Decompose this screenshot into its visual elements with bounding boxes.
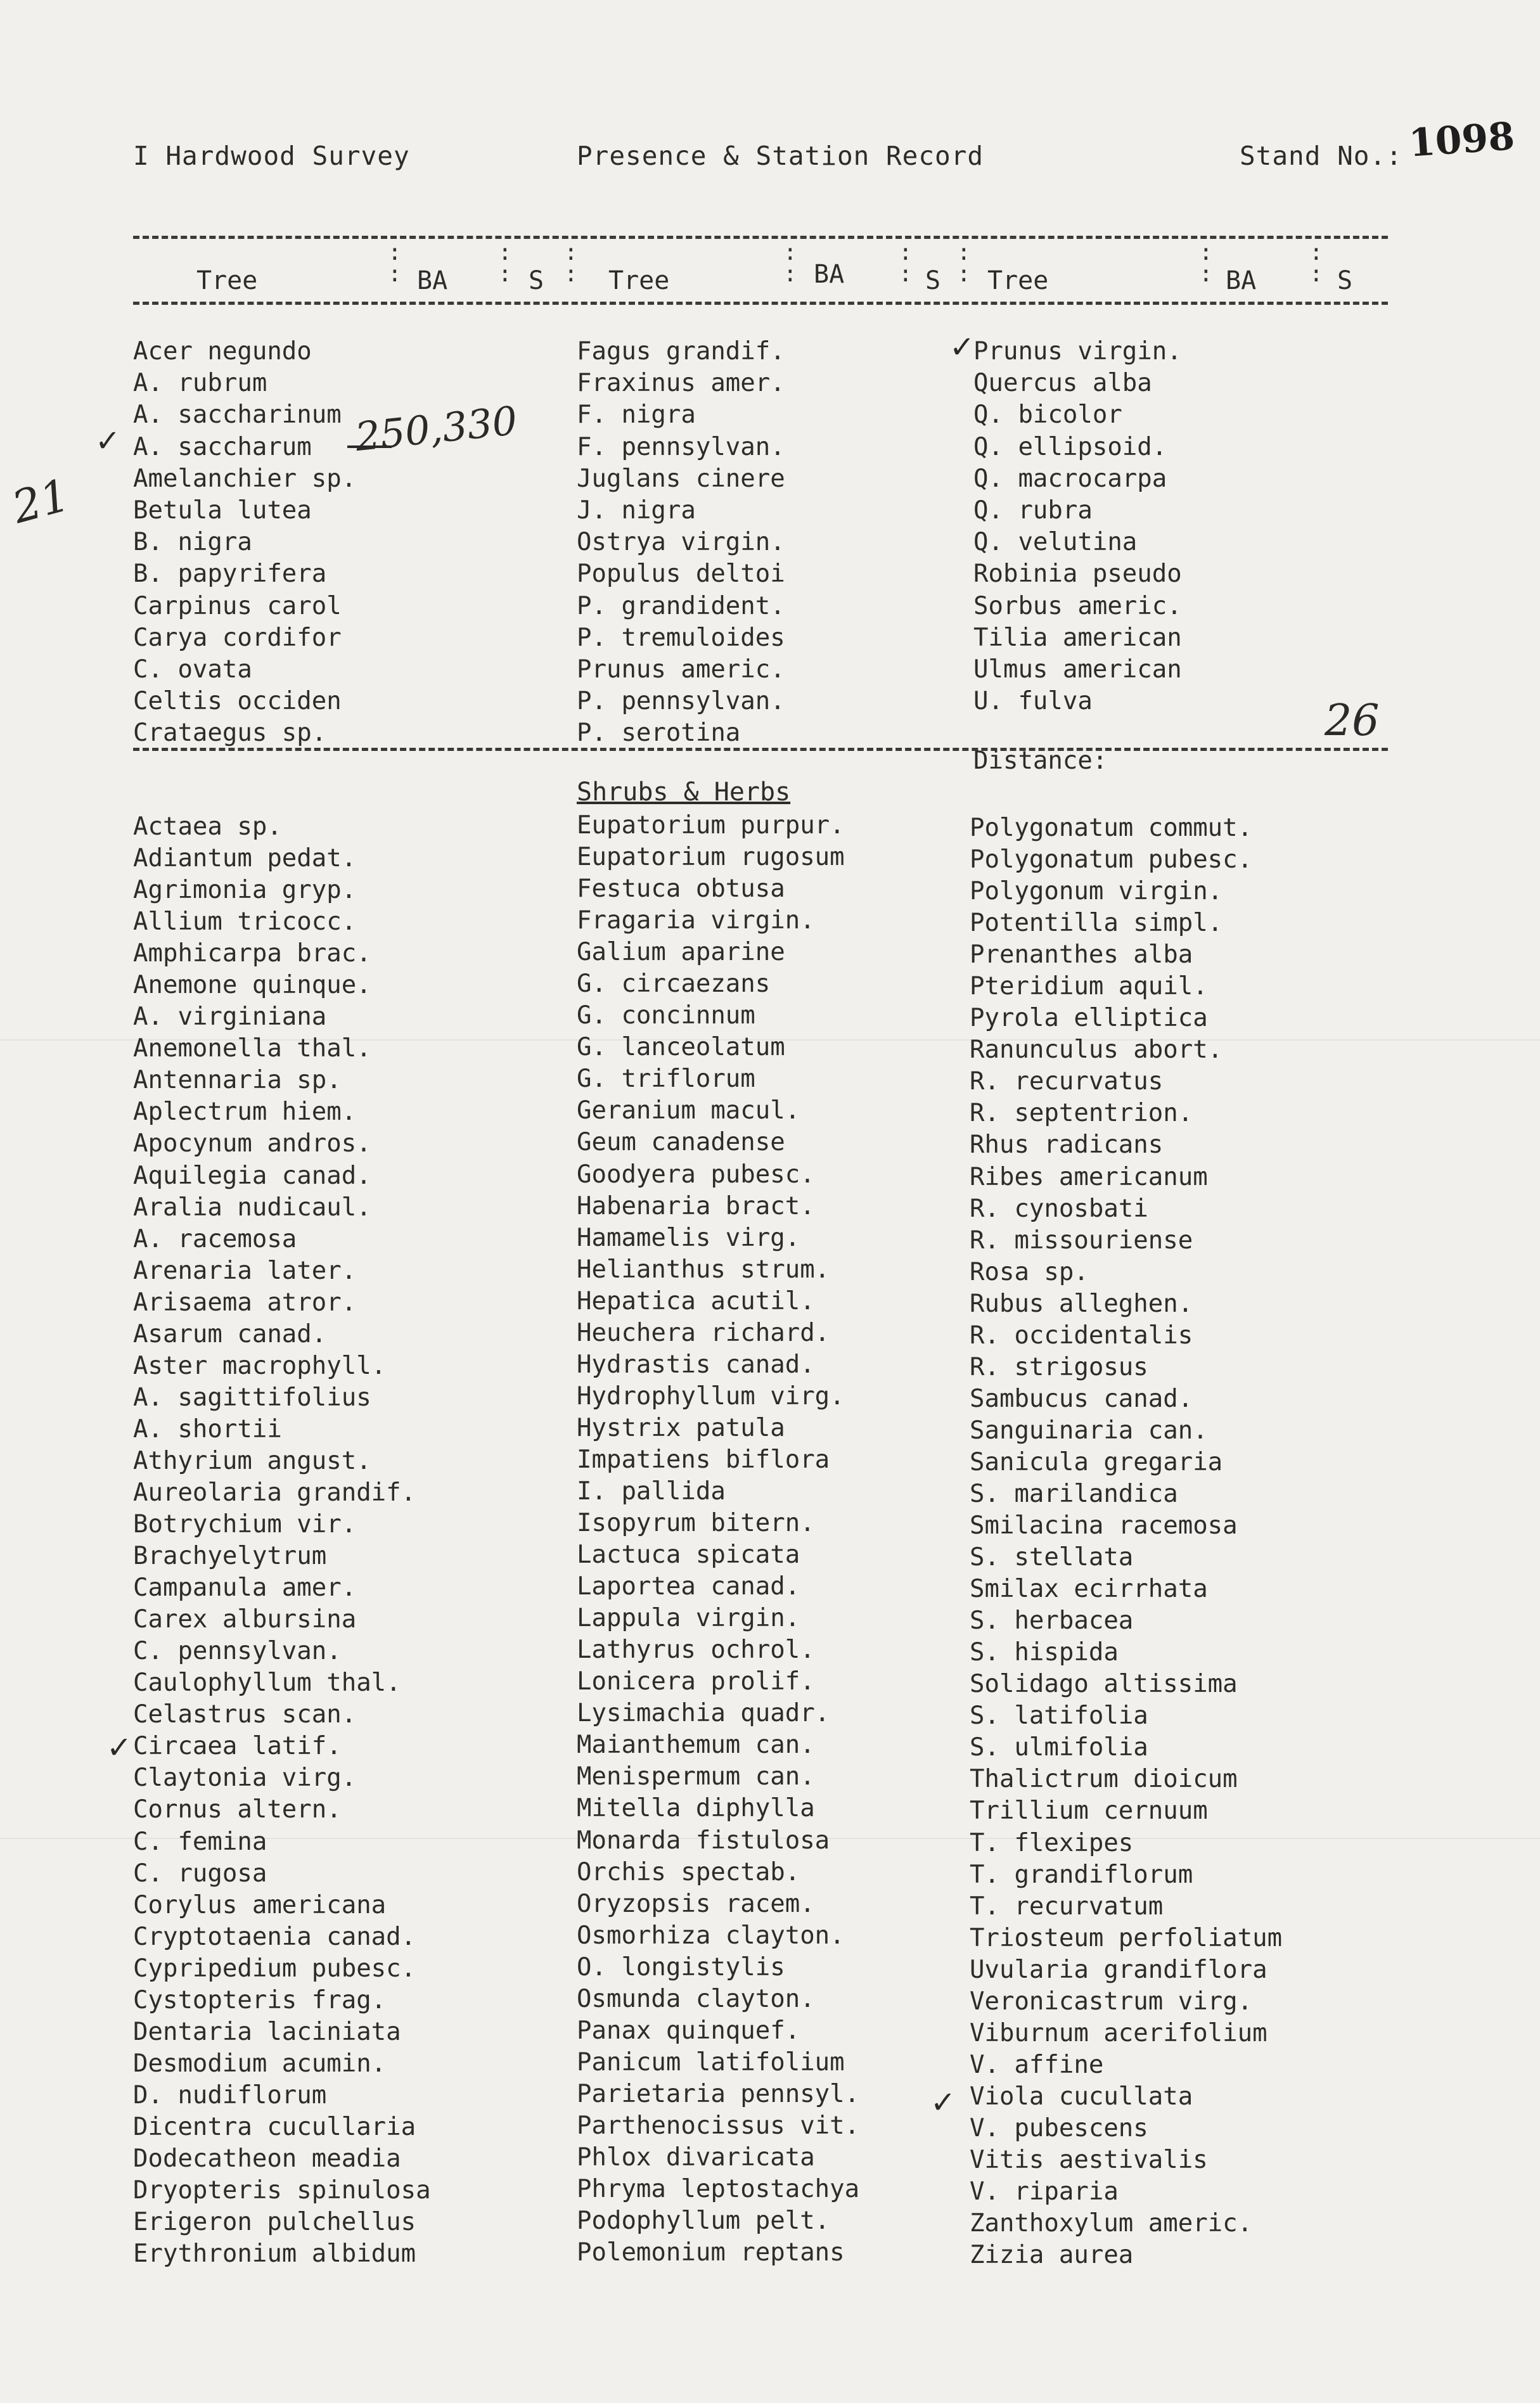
- species-entry: C. femina: [133, 1827, 267, 1856]
- species-entry: Q. bicolor: [973, 401, 1122, 430]
- species-entry: Fraxinus amer.: [577, 369, 785, 398]
- col-header-ba: BA: [1226, 266, 1257, 295]
- species-entry: Trillium cernuum: [970, 1797, 1208, 1826]
- species-entry: Laportea canad.: [577, 1572, 800, 1601]
- species-entry: S. herbacea: [970, 1606, 1134, 1636]
- herb-list-2: [577, 810, 859, 2269]
- header-rule: [133, 302, 1388, 305]
- species-entry: Carya cordifor: [133, 623, 342, 652]
- species-entry: P. tremuloides: [577, 623, 785, 652]
- species-entry: G. circaezans: [577, 970, 771, 999]
- species-entry: Lappula virgin.: [577, 1604, 800, 1633]
- tree-list-2: [577, 336, 785, 750]
- species-entry: A. virginiana: [133, 1003, 327, 1032]
- species-entry: Polygonatum commut.: [970, 814, 1253, 842]
- species-entry: Asarum canad.: [133, 1319, 327, 1349]
- checkmark-icon: ✓: [106, 1730, 132, 1765]
- species-entry: Prunus americ.: [577, 655, 785, 684]
- species-entry: S. ulmifolia: [970, 1733, 1148, 1762]
- species-entry: Lysimachia quadr.: [577, 1699, 830, 1728]
- species-entry: S. hispida: [970, 1638, 1119, 1667]
- species-entry: Eupatorium purpur.: [577, 811, 845, 840]
- species-entry: Rhus radicans: [970, 1131, 1164, 1160]
- species-entry: Oryzopsis racem.: [577, 1889, 815, 1918]
- species-entry: Polygonum virgin.: [970, 877, 1223, 906]
- species-entry: Panax quinquef.: [577, 2016, 800, 2045]
- species-entry: Sanguinaria can.: [970, 1416, 1208, 1445]
- stand-number: 1098: [1407, 114, 1517, 166]
- species-entry: V. pubescens: [970, 2113, 1148, 2143]
- column-separator: : :: [957, 240, 971, 287]
- species-entry: Actaea sp.: [133, 812, 282, 841]
- species-entry: Betula lutea: [133, 496, 312, 525]
- species-entry: Parietaria pennsyl.: [577, 2079, 860, 2108]
- species-entry: T. recurvatum: [970, 1892, 1164, 1921]
- species-entry: Parthenocissus vit.: [577, 2111, 860, 2140]
- species-entry: G. lanceolatum: [577, 1033, 785, 1062]
- species-entry: D. nudiflorum: [133, 2080, 327, 2110]
- species-entry: Aster macrophyll.: [133, 1351, 387, 1380]
- species-entry: A. racemosa: [133, 1224, 297, 1253]
- species-entry: Botrychium vir.: [133, 1510, 357, 1539]
- species-entry: Circaea latif.: [133, 1732, 342, 1761]
- checkmark-icon: ✓: [95, 423, 121, 459]
- species-entry: Acer negundo: [133, 337, 312, 366]
- species-entry: T. flexipes: [970, 1828, 1134, 1857]
- column-separator: : :: [1309, 240, 1323, 287]
- species-entry: Crataegus sp.: [133, 719, 327, 748]
- species-entry: Sambucus canad.: [970, 1384, 1193, 1413]
- col-header-s: S: [1337, 266, 1353, 295]
- species-entry: Rosa sp.: [970, 1257, 1089, 1286]
- species-entry: Aralia nudicaul.: [133, 1193, 371, 1222]
- species-entry: Maianthemum can.: [577, 1731, 815, 1760]
- species-entry: Phryma leptostachya: [577, 2175, 860, 2204]
- species-entry: Q. rubra: [973, 496, 1093, 525]
- species-entry: Fragaria virgin.: [577, 906, 815, 935]
- species-entry: Ribes americanum: [970, 1162, 1208, 1191]
- species-entry: P. serotina: [577, 719, 741, 748]
- species-entry: Pyrola elliptica: [970, 1004, 1208, 1033]
- distance-label: Distance:: [973, 747, 1108, 775]
- species-entry: Aplectrum hiem.: [133, 1098, 357, 1127]
- species-entry: Hamamelis virg.: [577, 1223, 800, 1252]
- column-separator: : :: [498, 240, 512, 287]
- species-entry: Apocynum andros.: [133, 1129, 371, 1158]
- species-entry: Thalictrum dioicum: [970, 1765, 1238, 1794]
- species-entry: Potentilla simpl.: [970, 909, 1223, 938]
- species-entry: Isopyrum bitern.: [577, 1509, 815, 1538]
- species-entry: B. nigra: [133, 528, 252, 557]
- species-entry: Zanthoxylum americ.: [970, 2209, 1253, 2238]
- species-entry: Heuchera richard.: [577, 1318, 830, 1347]
- species-entry: Menispermum can.: [577, 1762, 815, 1791]
- species-entry: A. sagittifolius: [133, 1383, 371, 1412]
- species-entry: Vitis aestivalis: [970, 2145, 1208, 2174]
- species-entry: Dicentra cucullaria: [133, 2112, 416, 2141]
- species-entry: Prunus virgin.: [973, 337, 1182, 366]
- species-entry: Hydrastis canad.: [577, 1350, 815, 1379]
- species-entry: Claytonia virg.: [133, 1764, 357, 1793]
- species-entry: Anemonella thal.: [133, 1034, 371, 1063]
- species-entry: Quercus alba: [973, 369, 1152, 398]
- col-header-s: S: [529, 266, 544, 295]
- species-entry: Ranunculus abort.: [970, 1035, 1223, 1065]
- species-entry: Q. macrocarpa: [973, 464, 1167, 493]
- col-header-tree: Tree: [196, 266, 258, 295]
- species-entry: Phlox divaricata: [577, 2143, 815, 2172]
- species-entry: Juglans cinere: [577, 464, 785, 493]
- species-entry: Galium aparine: [577, 938, 785, 967]
- stand-label: Stand No.:: [1240, 141, 1402, 171]
- species-entry: Corylus americana: [133, 1890, 387, 1919]
- species-entry: G. triflorum: [577, 1065, 755, 1094]
- species-entry: Eupatorium rugosum: [577, 843, 845, 872]
- checkmark-icon: ✓: [930, 2085, 956, 2120]
- species-entry: Dodecatheon meadia: [133, 2144, 401, 2173]
- species-entry: A. saccharinum: [133, 401, 342, 430]
- species-entry: Festuca obtusa: [577, 875, 785, 904]
- species-entry: Helianthus strum.: [577, 1255, 830, 1284]
- species-entry: Uvularia grandiflora: [970, 1955, 1267, 1984]
- col-header-ba: BA: [814, 260, 845, 289]
- species-entry: Amphicarpa brac.: [133, 939, 371, 968]
- species-entry: Goodyera pubesc.: [577, 1160, 815, 1189]
- species-entry: Osmorhiza clayton.: [577, 1921, 845, 1950]
- species-entry: Carpinus carol: [133, 591, 342, 620]
- species-entry: Osmunda clayton.: [577, 1984, 815, 2013]
- species-entry: Populus deltoi: [577, 560, 785, 589]
- tree-list-3: [973, 336, 1182, 717]
- species-entry: Smilax ecirrhata: [970, 1575, 1208, 1604]
- species-entry: Erigeron pulchellus: [133, 2208, 416, 2237]
- species-entry: Allium tricocc.: [133, 907, 357, 937]
- species-entry: Lonicera prolif.: [577, 1667, 815, 1696]
- column-separator: : :: [1199, 240, 1213, 287]
- species-entry: Dryopteris spinulosa: [133, 2176, 431, 2205]
- survey-title: I Hardwood Survey: [133, 141, 410, 171]
- species-entry: Cryptotaenia canad.: [133, 1922, 416, 1951]
- species-entry: Caulophyllum thal.: [133, 1669, 401, 1698]
- species-entry: F. pennsylvan.: [577, 432, 785, 461]
- species-entry: Geum canadense: [577, 1128, 785, 1157]
- species-entry: Ulmus american: [973, 655, 1182, 684]
- species-entry: F. nigra: [577, 401, 696, 430]
- species-entry: Polemonium reptans: [577, 2238, 845, 2267]
- species-entry: Viburnum acerifolium: [970, 2018, 1267, 2047]
- column-separator: : :: [564, 240, 578, 287]
- species-entry: O. longistylis: [577, 1952, 785, 1982]
- species-entry: Aquilegia canad.: [133, 1161, 371, 1190]
- species-entry: Athyrium angust.: [133, 1446, 371, 1475]
- col-header-tree: Tree: [608, 266, 670, 295]
- species-entry: Q. ellipsoid.: [973, 432, 1167, 461]
- species-entry: G. concinnum: [577, 1001, 755, 1030]
- species-entry: Hepatica acutil.: [577, 1286, 815, 1316]
- species-entry: C. ovata: [133, 655, 252, 684]
- section-rule: [133, 748, 1388, 751]
- species-entry: C. pennsylvan.: [133, 1637, 342, 1666]
- species-entry: J. nigra: [577, 496, 696, 525]
- record-title: Presence & Station Record: [577, 141, 984, 171]
- col-header-s: S: [925, 266, 941, 295]
- species-entry: Celtis occiden: [133, 687, 342, 716]
- species-entry: Q. velutina: [973, 528, 1138, 557]
- column-separator: : :: [388, 240, 402, 287]
- species-entry: P. pennsylvan.: [577, 687, 785, 716]
- species-entry: Podophyllum pelt.: [577, 2207, 830, 2236]
- species-entry: C. rugosa: [133, 1859, 267, 1888]
- species-entry: Sanicula gregaria: [970, 1447, 1223, 1477]
- species-entry: Pteridium aquil.: [970, 972, 1208, 1001]
- species-entry: A. saccharum: [133, 432, 312, 461]
- species-entry: Carex albursina: [133, 1605, 357, 1634]
- species-entry: Geranium macul.: [577, 1096, 800, 1125]
- species-entry: Habenaria bract.: [577, 1191, 815, 1221]
- tree-list-1: [133, 336, 356, 750]
- species-entry: S. latifolia: [970, 1701, 1148, 1731]
- col-header-tree: Tree: [987, 266, 1049, 295]
- species-entry: Sorbus americ.: [973, 591, 1182, 620]
- top-rule: [133, 236, 1388, 239]
- species-entry: Arenaria later.: [133, 1256, 357, 1285]
- column-separator: : :: [783, 240, 797, 287]
- species-entry: R. cynosbati: [970, 1194, 1148, 1223]
- species-entry: S. stellata: [970, 1543, 1134, 1572]
- species-entry: Aureolaria grandif.: [133, 1478, 416, 1507]
- species-entry: Arisaema atror.: [133, 1288, 357, 1317]
- species-entry: Monarda fistulosa: [577, 1826, 830, 1855]
- species-entry: R. strigosus: [970, 1352, 1148, 1381]
- species-entry: Tilia american: [973, 623, 1182, 652]
- species-entry: P. grandident.: [577, 591, 785, 620]
- species-entry: Viola cucullata: [970, 2082, 1193, 2111]
- species-entry: Dentaria laciniata: [133, 2017, 401, 2046]
- species-entry: B. papyrifera: [133, 560, 327, 589]
- species-entry: Impatiens biflora: [577, 1445, 830, 1474]
- species-entry: Ostrya virgin.: [577, 528, 785, 557]
- species-entry: Brachyelytrum: [133, 1542, 327, 1571]
- species-entry: Orchis spectab.: [577, 1857, 800, 1887]
- species-entry: V. affine: [970, 2050, 1104, 2079]
- species-entry: S. marilandica: [970, 1479, 1178, 1508]
- species-entry: Antennaria sp.: [133, 1066, 342, 1095]
- species-entry: Mitella diphylla: [577, 1794, 815, 1823]
- shrubs-herbs-heading: Shrubs & Herbs: [577, 778, 791, 807]
- column-separator: : :: [899, 240, 913, 287]
- species-entry: Rubus alleghen.: [970, 1289, 1193, 1318]
- species-entry: R. septentrion.: [970, 1099, 1193, 1128]
- species-entry: Erythronium albidum: [133, 2240, 416, 2269]
- species-entry: Desmodium acumin.: [133, 2049, 387, 2078]
- handwritten-tree-count: 26: [1325, 696, 1380, 746]
- species-entry: Fagus grandif.: [577, 337, 785, 366]
- species-entry: Cypripedium pubesc.: [133, 1954, 416, 1983]
- species-entry: Panicum latifolium: [577, 2047, 845, 2077]
- col-header-ba: BA: [417, 266, 448, 295]
- species-entry: Cystopteris frag.: [133, 1985, 387, 2015]
- species-entry: Prenanthes alba: [970, 940, 1193, 970]
- checkmark-icon: ✓: [949, 330, 975, 365]
- species-entry: Campanula amer.: [133, 1573, 357, 1603]
- species-entry: V. riparia: [970, 2177, 1119, 2207]
- species-entry: Triosteum perfoliatum: [970, 1923, 1283, 1952]
- species-entry: R. missouriense: [970, 1226, 1193, 1255]
- species-entry: Cornus altern.: [133, 1795, 342, 1824]
- species-entry: R. recurvatus: [970, 1067, 1164, 1096]
- species-entry: R. occidentalis: [970, 1321, 1193, 1350]
- species-entry: A. rubrum: [133, 369, 267, 398]
- species-entry: Adiantum pedat.: [133, 844, 357, 873]
- species-entry: Zizia aurea: [970, 2241, 1134, 2270]
- species-entry: Hydrophyllum virg.: [577, 1381, 845, 1411]
- species-entry: I. pallida: [577, 1477, 726, 1506]
- species-entry: A. shortii: [133, 1414, 282, 1444]
- species-entry: Lactuca spicata: [577, 1541, 800, 1570]
- herb-list-1: [133, 811, 431, 2270]
- species-entry: Solidago altissima: [970, 1670, 1238, 1699]
- species-entry: Agrimonia gryp.: [133, 876, 357, 905]
- species-entry: Polygonatum pubesc.: [970, 845, 1253, 875]
- species-entry: Amelanchier sp.: [133, 464, 357, 493]
- species-entry: T. grandiflorum: [970, 1860, 1193, 1889]
- species-entry: Veronicastrum virg.: [970, 1987, 1253, 2016]
- handwritten-dash: [347, 445, 392, 448]
- species-entry: Smilacina racemosa: [970, 1511, 1238, 1541]
- species-entry: Lathyrus ochrol.: [577, 1636, 815, 1665]
- handwritten-margin-count: 21: [6, 468, 75, 534]
- herb-list-3: [970, 812, 1282, 2271]
- species-entry: Celastrus scan.: [133, 1700, 357, 1729]
- species-entry: Anemone quinque.: [133, 971, 371, 1000]
- species-entry: Robinia pseudo: [973, 560, 1182, 589]
- species-entry: U. fulva: [973, 687, 1093, 716]
- species-entry: Hystrix patula: [577, 1413, 785, 1442]
- handwritten-ba-note: 250,330: [352, 397, 520, 461]
